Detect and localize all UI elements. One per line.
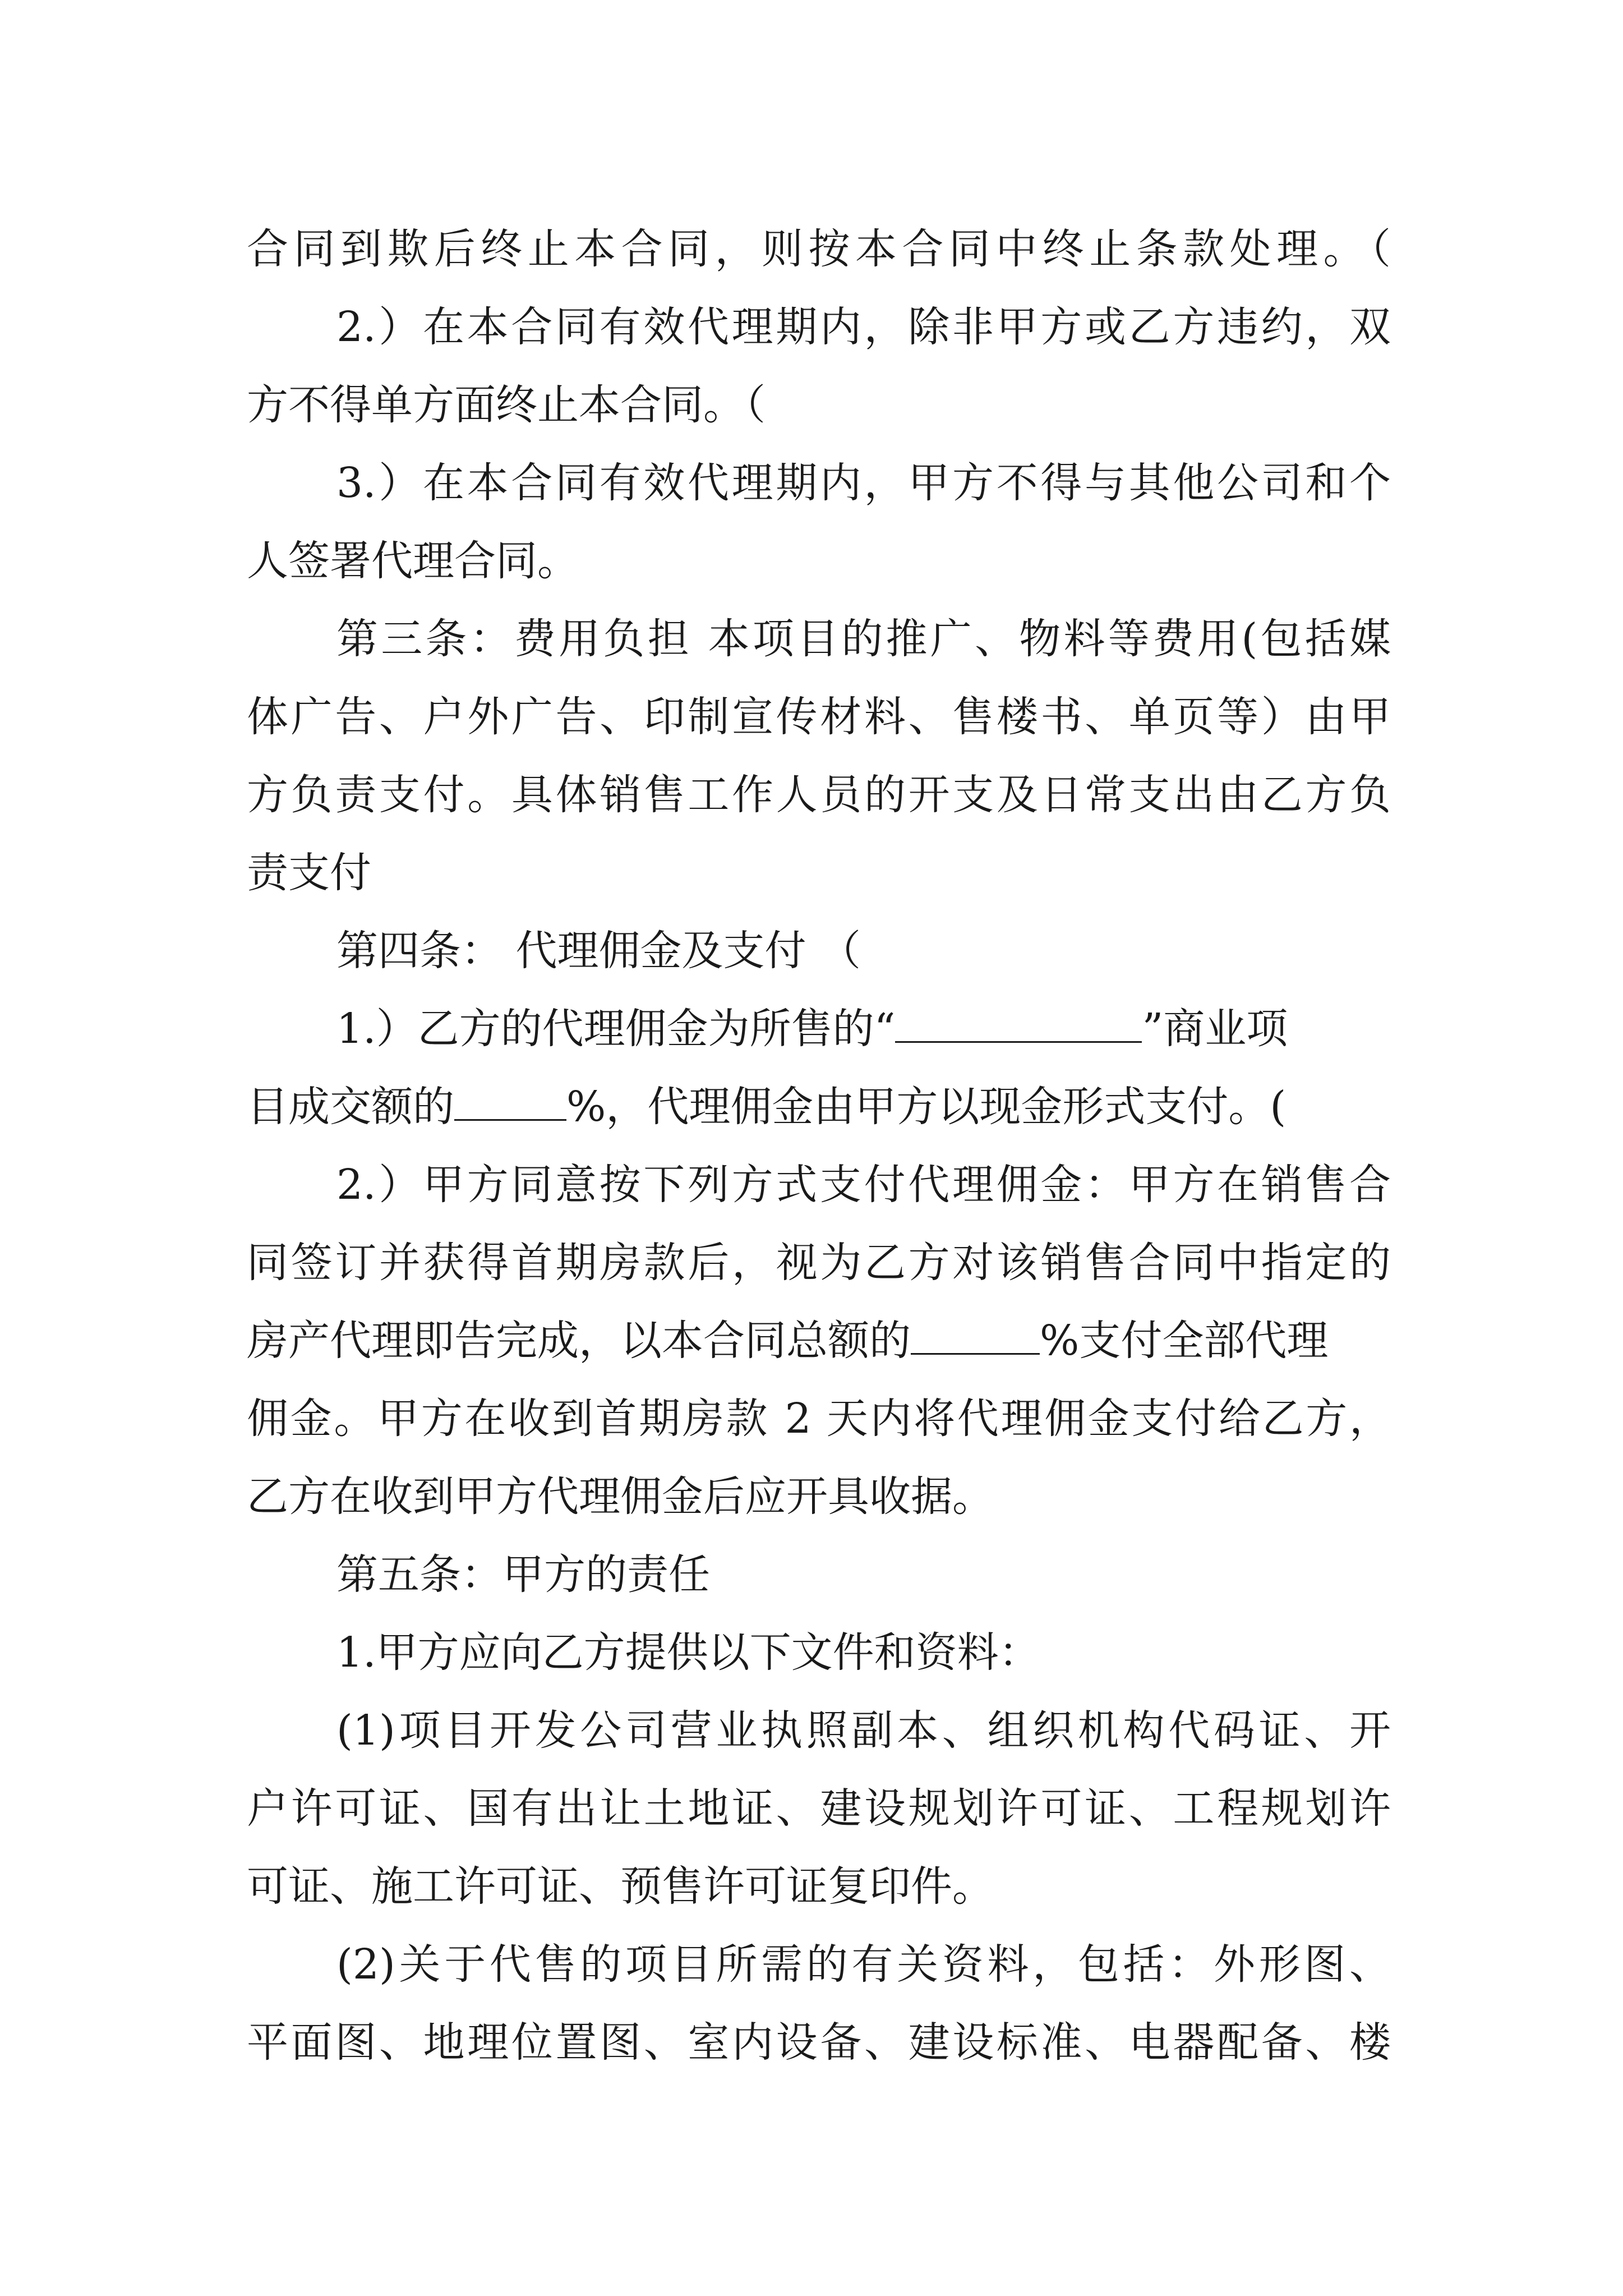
paragraph-line: 2.）在本合同有效代理期内，除非甲方或乙方违约，双 [336,303,1391,351]
fill-in-blank [895,1002,1142,1043]
paragraph-line: 方负责支付。具体销售工作人员的开支及日常支出由乙方负 [247,771,1391,819]
paragraph-line: (1)项目开发公司营业执照副本、组织机构代码证、开 [336,1706,1391,1755]
paragraph-line: 3.）在本合同有效代理期内，甲方不得与其他公司和个 [336,459,1391,507]
paragraph-line: 平面图、地理位置图、室内设备、建设标准、电器配备、楼 [247,2018,1391,2067]
paragraph-line [247,990,1391,1068]
paragraph-line: 第三条：费用负担 本项目的推广、物料等费用(包括媒 [336,615,1391,663]
text-segment: %支付全部代理 [1040,1317,1329,1365]
text-segment: 1.）乙方的代理佣金为所售的“ [336,1005,896,1053]
paragraph-line [247,1068,1391,1146]
text-segment: %，代理佣金由甲方以现金形式支付。( [566,1083,1287,1131]
text-segment: ”商业项 [1142,1005,1288,1053]
paragraph-line: 1.甲方应向乙方提供以下文件和资料： [336,1628,1040,1677]
paragraph-line: 佣金。甲方在收到首期房款 2 天内将代理佣金支付给乙方， [247,1395,1391,1443]
text-segment: 房产代理即告完成，以本合同总额的 [247,1317,911,1365]
fill-in-blank [911,1314,1040,1355]
paragraph-line: 人签署代理合同。 [247,537,579,585]
paragraph-line: 体广告、户外广告、印制宣传材料、售楼书、单页等）由甲 [247,693,1391,741]
document-page [247,210,1391,2082]
paragraph-line: 方不得单方面终止本合同。（ [247,381,766,429]
paragraph-line: 责支付 [247,849,371,897]
clause-heading: 第四条： 代理佣金及支付 （ [336,927,861,975]
paragraph-line [247,1302,1391,1380]
paragraph-line: 乙方在收到甲方代理佣金后应开具收据。 [247,1473,994,1521]
paragraph-line: 可证、施工许可证、预售许可证复印件。 [247,1862,994,1911]
paragraph-line: 同签订并获得首期房款后，视为乙方对该销售合同中指定的 [247,1239,1391,1287]
clause-heading: 第五条：甲方的责任 [336,1550,710,1599]
paragraph-line: (2)关于代售的项目所需的有关资料，包括：外形图、 [336,1940,1391,1989]
paragraph-line: 合同到欺后终止本合同，则按本合同中终止条款处理。（ [247,225,1391,273]
fill-in-blank [454,1080,566,1121]
paragraph-line: 2.）甲方同意按下列方式支付代理佣金：甲方在销售合 [336,1161,1391,1209]
text-segment: 目成交额的 [247,1083,454,1131]
paragraph-line: 户许可证、国有出让土地证、建设规划许可证、工程规划许 [247,1784,1391,1833]
